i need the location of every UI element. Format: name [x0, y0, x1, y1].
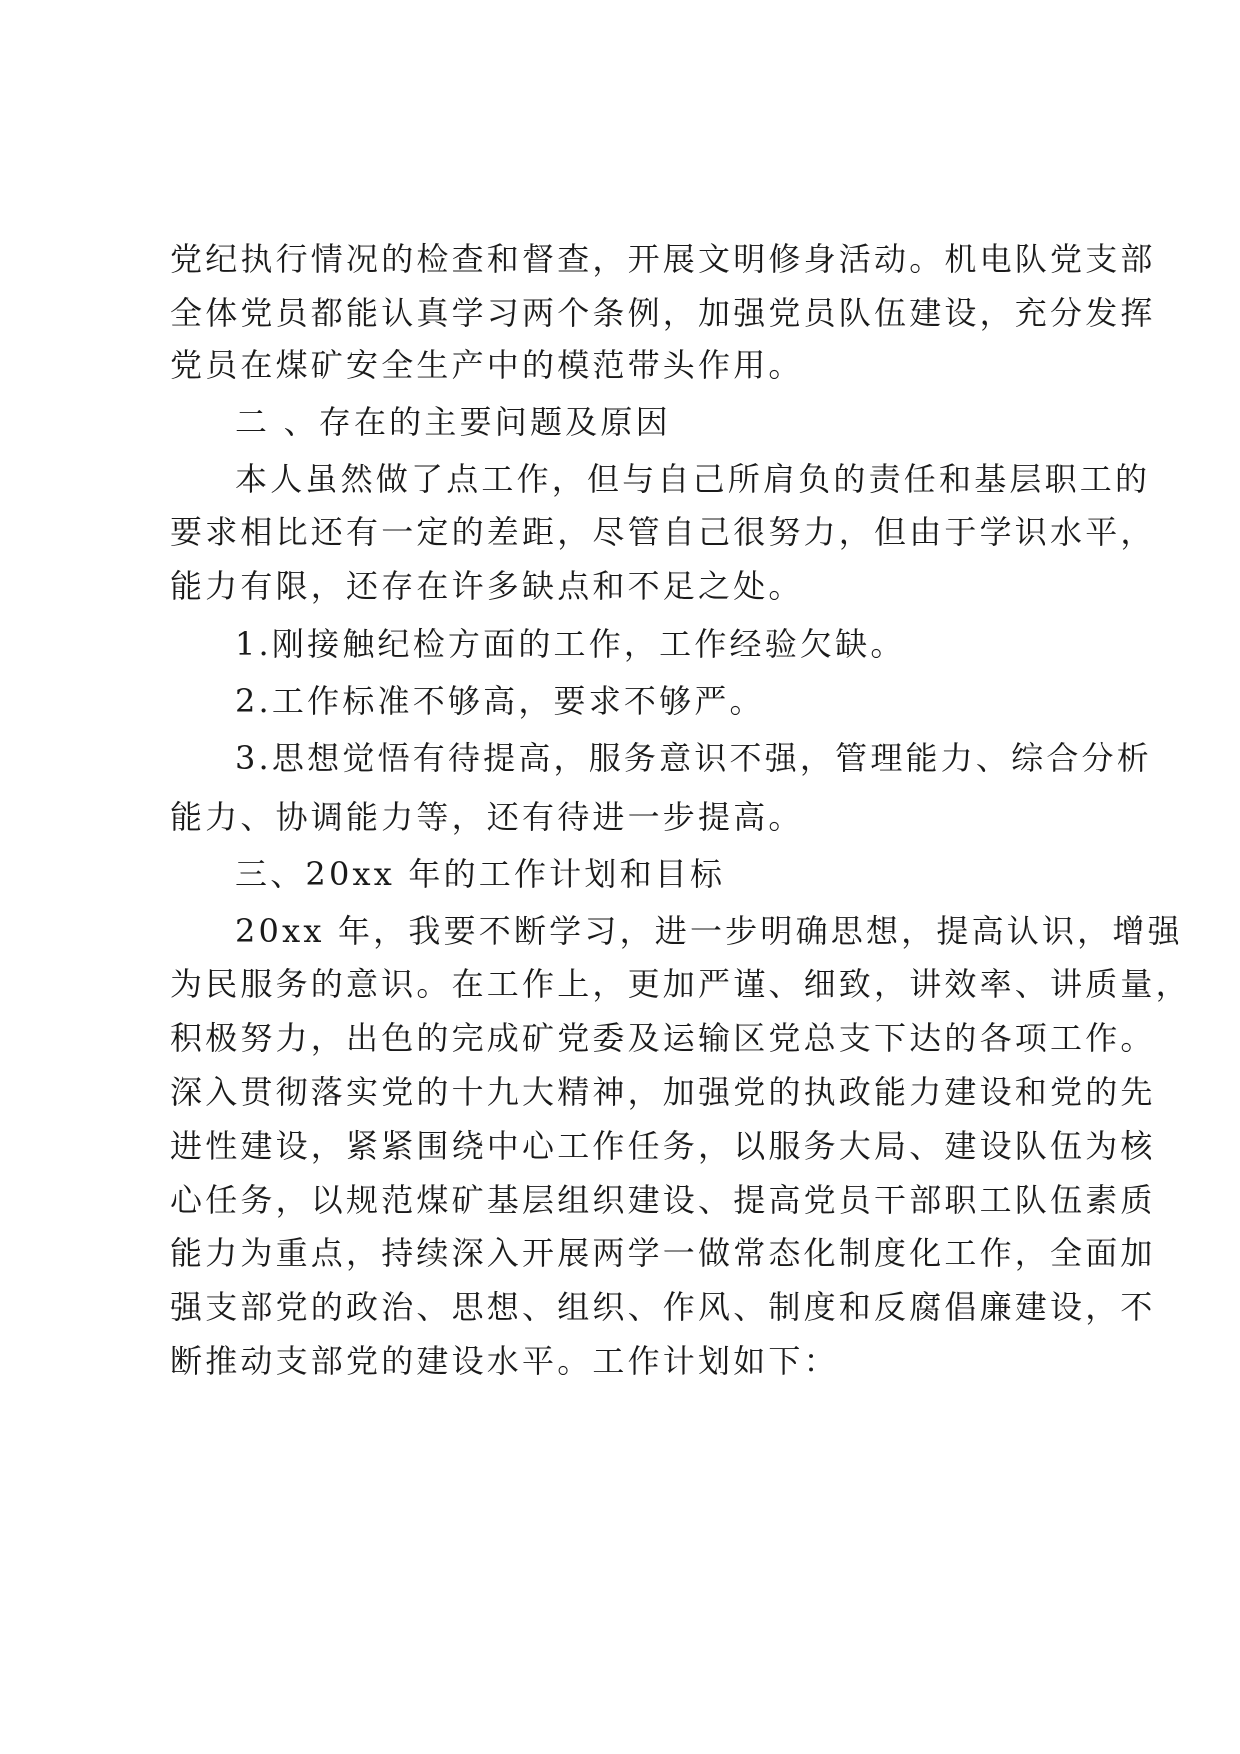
text-line: 能力为重点，持续深入开展两学一做常态化制度化工作，全面加 [170, 1234, 1156, 1272]
text-line: 要求相比还有一定的差距，尽管自己很努力，但由于学识水平， [170, 513, 1156, 551]
list-item: 1.刚接触纪检方面的工作，工作经验欠缺。 [235, 625, 906, 663]
text-line: 进性建设，紧紧围绕中心工作任务，以服务大局、建设队伍为核 [170, 1127, 1156, 1165]
text-line: 深入贯彻落实党的十九大精神，加强党的执政能力建设和党的先 [170, 1073, 1156, 1111]
text-line: 强支部党的政治、思想、组织、作风、制度和反腐倡廉建设，不 [170, 1288, 1156, 1326]
section-heading-2: 二 、存在的主要问题及原因 [235, 403, 671, 441]
text-line: 20xx 年，我要不断学习，进一步明确思想，提高认识，增强 [235, 912, 1183, 950]
text-line: 全体党员都能认真学习两个条例，加强党员队伍建设，充分发挥 [170, 294, 1156, 332]
section-heading-3: 三、20xx 年的工作计划和目标 [235, 855, 726, 893]
text-line: 党纪执行情况的检查和督查，开展文明修身活动。机电队党支部 [170, 240, 1156, 278]
list-item: 2.工作标准不够高，要求不够严。 [235, 682, 765, 720]
text-line: 本人虽然做了点工作，但与自己所肩负的责任和基层职工的 [235, 460, 1151, 498]
text-line: 为民服务的意识。在工作上，更加严谨、细致，讲效率、讲质量， [170, 965, 1191, 1003]
text-line: 积极努力，出色的完成矿党委及运输区党总支下达的各项工作。 [170, 1019, 1156, 1057]
text-line: 能力、协调能力等，还有待进一步提高。 [170, 798, 804, 836]
text-line: 党员在煤矿安全生产中的模范带头作用。 [170, 346, 804, 384]
list-item: 3.思想觉悟有待提高，服务意识不强，管理能力、综合分析 [235, 739, 1152, 777]
text-line: 能力有限，还存在许多缺点和不足之处。 [170, 567, 804, 605]
text-line: 断推动支部党的建设水平。工作计划如下： [170, 1342, 839, 1380]
text-line: 心任务，以规范煤矿基层组织建设、提高党员干部职工队伍素质 [170, 1181, 1156, 1219]
